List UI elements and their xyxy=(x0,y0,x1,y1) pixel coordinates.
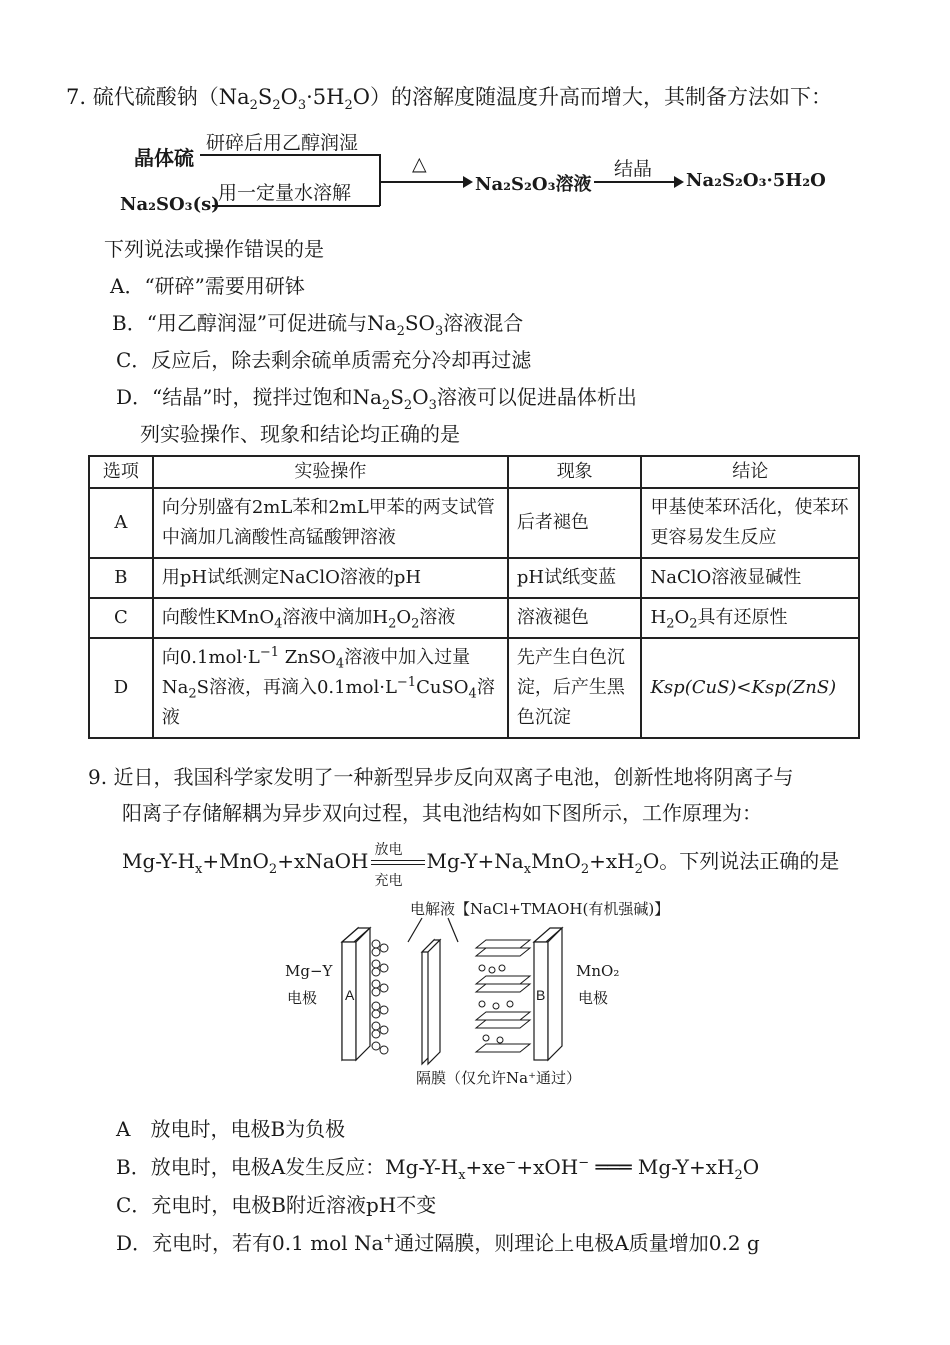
q7-option-b-post: 溶液混合 xyxy=(443,311,524,335)
left-electrode-label-2: 电极 xyxy=(287,989,318,1007)
q7-stem: 7. 硫代硫酸钠$(Na_2S_2O_3\cdot 5H_2O)$的溶解度随温度升高而增大，其制备方法如下： xyxy=(66,85,832,114)
q9-option-a: A 放电时，电极B为负极 xyxy=(116,1117,346,1141)
separator-membrane xyxy=(422,940,440,1064)
q7-option-b-pre: B．“用乙醇润湿”可促进硫与Na xyxy=(112,311,397,335)
q9-line2: 阳离子存储解耦为异步双向过程，其电池结构如下图所示，工作原理为： xyxy=(122,801,762,825)
q9-option-b: B．放电时，电极A发生反应：$Mg-Y-H_x+xe^-+xOH^-$ ═══ $Mg-Y+xH_2O$ xyxy=(116,1155,760,1183)
q9-option-b-pre: B．放电时，电极A发生反应：Mg-Y-H xyxy=(116,1155,459,1179)
header-option: 选项 xyxy=(89,456,153,488)
electrode-b-layers xyxy=(476,940,530,1052)
row-d-op-3: 溶液中加入过量Na xyxy=(161,647,471,698)
row-a-conclusion: 甲基使苯环活化，使苯环更容易发生反应 xyxy=(641,488,859,558)
right-electrode-label-2: 电极 xyxy=(578,989,609,1007)
step-dissolve: 用一定量水溶解 xyxy=(218,182,352,204)
step-grind: 研碎后用乙醇润湿 xyxy=(206,132,359,154)
header-phenomenon: 现象 xyxy=(508,456,642,488)
label-a: A xyxy=(345,987,355,1003)
row-d-op-6: 溶液 xyxy=(161,677,495,728)
row-c-op-post: 溶液 xyxy=(419,607,456,628)
arrowhead-heat xyxy=(463,176,473,188)
row-d-op-5: CuSO xyxy=(416,677,469,698)
q9-line1 xyxy=(88,764,793,790)
q7-option-d-pre: D．“结晶”时，搅拌过饱和Na xyxy=(116,385,382,409)
header-operation: 实验操作 xyxy=(153,456,508,488)
electrode-a-molecules xyxy=(372,940,388,1054)
battery-structure-svg xyxy=(330,912,590,1072)
q8-table xyxy=(88,455,860,739)
row-b-conclusion: NaClO溶液显碱性 xyxy=(641,558,859,598)
row-c-phenomenon: 溶液褪色 xyxy=(508,598,642,638)
row-c-operation: 向酸性KMnO$_4$溶液中滴加$H_2O_2$溶液 xyxy=(153,598,508,638)
table-header-row xyxy=(89,456,859,488)
row-a-operation: 向分别盛有2mL苯和2mL甲苯的两支试管中滴加几滴酸性高锰酸钾溶液 xyxy=(153,488,508,558)
q7-option-b: B．“用乙醇润湿”可促进硫与$Na_2SO_3$溶液混合 xyxy=(112,311,524,339)
q9-option-c: C．充电时，电极B附近溶液pH不变 xyxy=(116,1193,437,1217)
left-electrode-label-1: Mg−Y xyxy=(285,962,333,980)
intermediate-solution: Na₂S₂O₃溶液 xyxy=(475,174,592,195)
eq-right-post: +xH xyxy=(589,849,635,873)
row-a-option: A xyxy=(89,488,153,558)
eq-discharge-label: 放电 xyxy=(374,841,403,858)
row-c-op-pre: 向酸性KMnO xyxy=(161,607,275,628)
q8-stem: 列实验操作、现象和结论均正确的是 xyxy=(140,422,460,446)
heat-symbol: △ xyxy=(412,153,427,175)
q7-question: 下列说法或操作错误的是 xyxy=(104,237,324,261)
flow-line-bottom xyxy=(212,205,380,207)
q7-stem-pre: 硫代硫酸钠（Na xyxy=(92,85,250,109)
q9-line1-text: 近日，我国科学家发明了一种新型异步反向双离子电池，创新性地将阴离子与 xyxy=(113,765,794,789)
eq-reversible-arrow xyxy=(369,841,427,889)
eq-right-mid: MnO xyxy=(531,849,581,873)
electrolyte-label: 电解液【NaCl+TMAOH(有机强碱)】 xyxy=(410,900,670,918)
q7-option-a: A．“研碎”需要用研钵 xyxy=(110,274,305,298)
flow-arrow-crystallize xyxy=(594,181,676,183)
q9-option-d: D．充电时，若有0.1 mol Na+通过隔膜，则理论上电极A质量增加0.2 g xyxy=(116,1231,760,1255)
row-c-op-mid: 溶液中滴加H xyxy=(282,607,389,628)
eq-right-end: O。下列说法正确的是 xyxy=(642,849,840,873)
eq-left-post: +MnO xyxy=(202,849,269,873)
row-d-conclusion: Ksp(CuS)<Ksp(ZnS) xyxy=(641,638,859,738)
reactant-sodium-sulfite: Na₂SO₃(s) xyxy=(120,194,220,215)
flow-arrow-heat xyxy=(381,181,465,183)
crystallize-label: 结晶 xyxy=(614,158,653,180)
eq-left-pre: Mg-Y-H xyxy=(122,849,196,873)
row-a-phenomenon: 后者褪色 xyxy=(508,488,642,558)
q9-option-b-mid2: +xOH xyxy=(516,1155,579,1179)
q9-option-d-post: 通过隔膜，则理论上电极A质量增加0.2 g xyxy=(394,1231,760,1255)
membrane-label: 隔膜（仅允许Na⁺通过） xyxy=(416,1069,581,1087)
table-row xyxy=(89,558,859,598)
product-hydrate: Na₂S₂O₃·5H₂O xyxy=(686,170,826,191)
reactant-sulfur: 晶体硫 xyxy=(134,146,194,170)
row-c-option: C xyxy=(89,598,153,638)
row-c-conclusion: $H_2O_2$具有还原性 xyxy=(641,598,859,638)
eq-arrow-lines xyxy=(371,860,425,865)
q7-option-d-post: 溶液可以促进晶体析出 xyxy=(436,385,637,409)
row-d-op-4: S溶液，再滴入0.1mol·L xyxy=(196,677,397,698)
header-conclusion: 结论 xyxy=(641,456,859,488)
q7-number: 7. xyxy=(66,85,87,109)
q9-option-b-end: O xyxy=(742,1155,760,1179)
row-d-op-1: 向0.1mol·L xyxy=(161,647,260,668)
q9-option-d-pre: D．充电时，若有0.1 mol Na xyxy=(116,1231,384,1255)
eq-left-end: +xNaOH xyxy=(277,849,369,873)
row-b-operation: 用pH试纸测定NaClO溶液的pH xyxy=(153,558,508,598)
row-b-option: B xyxy=(89,558,153,598)
q9-option-b-mid: +xe xyxy=(465,1155,506,1179)
row-d-phenomenon: 先产生白色沉淀，后产生黑色沉淀 xyxy=(508,638,642,738)
arrowhead-crystallize xyxy=(674,176,684,188)
right-electrode-label-1: MnO₂ xyxy=(576,962,620,980)
q9-option-b-post: ═══ Mg-Y+xH xyxy=(589,1155,735,1179)
table-row xyxy=(89,598,859,638)
row-b-phenomenon: pH试纸变蓝 xyxy=(508,558,642,598)
q9-number: 9. xyxy=(88,765,108,789)
q9-equation: $Mg-Y-H_x+MnO_2+xNaOH$ 放电 充电 $Mg-Y+Na_xMnO_2+xH_2O$。下列说法正确的是 xyxy=(122,848,839,876)
eq-right-pre: Mg-Y+Na xyxy=(426,849,524,873)
row-c-conclusion-post: 具有还原性 xyxy=(697,607,788,628)
flow-line-join xyxy=(379,154,381,206)
row-d-op-2: ZnSO xyxy=(278,647,336,668)
q7-option-d: D．“结晶”时，搅拌过饱和$Na_2S_2O_3$溶液可以促进晶体析出 xyxy=(116,385,637,413)
table-row xyxy=(89,638,859,738)
label-b: B xyxy=(536,987,546,1003)
row-d-option: D xyxy=(89,638,153,738)
q7-stem-post: ）的溶解度随温度升高而增大，其制备方法如下： xyxy=(369,85,832,109)
q7-option-c: C．反应后，除去剩余硫单质需充分冷却再过滤 xyxy=(116,348,532,372)
row-d-operation: 向$0.1mol\cdot L^{-1}$ ZnSO$_4$溶液中加入过量$Na_2S$溶液，再滴入$0.1mol\cdot L^{-1}CuSO_4$溶液 xyxy=(153,638,508,738)
flow-line-top xyxy=(200,154,380,156)
table-row xyxy=(89,488,859,558)
eq-charge-label: 充电 xyxy=(374,872,403,889)
